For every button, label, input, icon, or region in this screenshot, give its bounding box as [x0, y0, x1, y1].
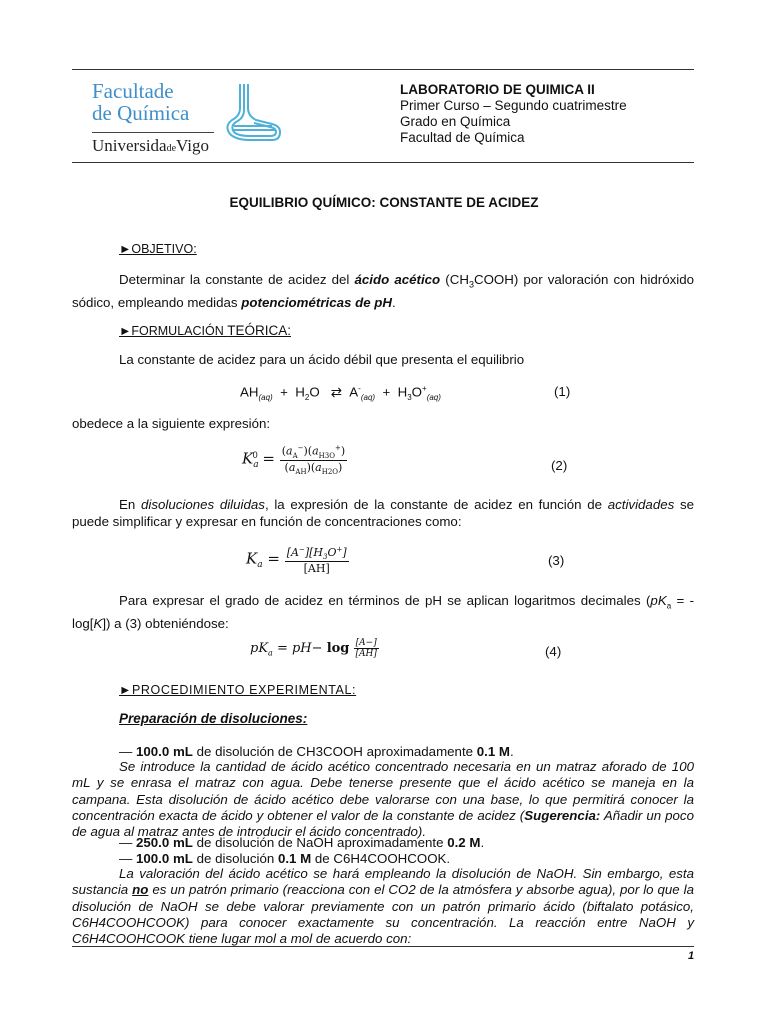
- procedure-item-3-note: [72, 866, 694, 947]
- text-span: En: [119, 497, 141, 512]
- text-span: es un patrón primario (reacciona con el CO2 de la atmósfera y absorbe agua), por lo que la disolución de NaOH se debe valorar previamente con un patrón primario ácido (biftalato potásico, C6H4COOHCOOK) para conocer exactamente su concentración. La reacción entre NaOH y C6H4COOHCOOK tiene lugar mol a mol de acuerdo con:: [72, 882, 694, 947]
- text-span: Determinar la constante de acidez del: [119, 272, 355, 287]
- italic-span: pK: [650, 593, 667, 608]
- text-span: La valoración del ácido acético se hará empleando la disolución de NaOH. Sin embargo, esta sustancia: [72, 866, 694, 898]
- text-span: .: [480, 835, 485, 850]
- equation-1-number: (1): [554, 384, 571, 399]
- faculty-logo: [92, 80, 272, 170]
- equation-3-number: (3): [548, 553, 565, 568]
- objetivo-paragraph: [72, 271, 694, 311]
- text-span: Añadir un poco de agua al matraz antes de introducir el ácido concentrado).: [72, 807, 694, 840]
- text-span: (CH: [440, 272, 469, 287]
- heading-part: TEÓRICA:: [227, 323, 291, 338]
- italic-span: disoluciones diluidas: [140, 497, 265, 512]
- bold-span: 250.0 mL: [136, 835, 193, 850]
- equation-2-number: (2): [551, 458, 568, 473]
- text-span: .: [510, 744, 514, 759]
- text-span: COOH) por valoración con hidróxido sódico, empleando medidas: [72, 272, 695, 310]
- lab-title: LABORATORIO DE QUIMICA II: [400, 82, 595, 97]
- bold-span: Sugerencia:: [524, 807, 601, 823]
- procedure-item-3: [72, 850, 694, 867]
- procedure-item-2: [72, 834, 694, 851]
- logo-univ-b: Vigo: [176, 136, 210, 155]
- faculty-line: Facultad de Química: [400, 130, 525, 145]
- teoria-intro: La constante de acidez para un ácido débil que presenta el equilibrio: [119, 352, 525, 367]
- italic-span: actividades: [607, 497, 675, 512]
- teoria-paragraph-3: [72, 592, 694, 632]
- header-bottom-rule: [72, 162, 694, 163]
- heading-part: ►FORMULACIÓN: [119, 324, 228, 338]
- text-span: ]) a (3) obteniéndose:: [102, 615, 229, 631]
- equation-4-number: (4): [545, 644, 562, 659]
- course-line: Primer Curso – Segundo cuatrimestre: [400, 98, 627, 113]
- text-span: , la expresión de la constante de acidez en función de: [264, 497, 608, 512]
- text-span: de C6H4COOHCOOK.: [311, 851, 451, 866]
- text-span: de disolución de CH3COOH aproximadamente: [192, 744, 477, 759]
- logo-university: [92, 132, 214, 156]
- bold-italic-span: potenciométricas de pH: [241, 294, 393, 310]
- subscript: a: [666, 601, 672, 611]
- logo-univ-a: Universida: [92, 136, 167, 155]
- subscript: 3: [468, 279, 474, 290]
- footer-rule: [72, 946, 694, 947]
- header-info: [400, 82, 627, 146]
- bold-span: 0.1 M: [476, 744, 510, 759]
- procedure-item-1: [72, 743, 694, 760]
- text-span: Para expresar el grado de acidez en términos de pH se aplican logaritmos decimales (: [119, 593, 651, 608]
- equation-3: $K_a$ = $\frac{[A^-][H_3O^+]}{[AH]}$: [246, 545, 347, 575]
- text-span: Se introduce la cantidad de ácido acético concentrado necesaria en un matraz aforado de 100 mL y se enrasa el matraz con agua. Debe tenerse presente que el ácido acético se maneja en la campana. Esta disolución de ácido acético debe valorarse con una base, lo que permitirá conocer la concentración exacta de ácido y obtener el valor de la constante de acidez (: [72, 759, 694, 823]
- flask-coil-icon: [220, 82, 282, 144]
- teoria-paragraph-2: [72, 496, 694, 530]
- logo-text: [92, 80, 189, 124]
- text-span: = -log[: [72, 593, 694, 631]
- logo-line-1: Facultade: [92, 79, 174, 103]
- text-span: de disolución: [192, 851, 278, 866]
- bold-span: 100.0 mL: [136, 744, 193, 759]
- text-span: —: [119, 851, 136, 866]
- text-span: .: [392, 294, 396, 310]
- page-number: 1: [688, 950, 695, 962]
- header-top-rule: [72, 69, 694, 70]
- procedure-item-1-note: [72, 759, 694, 840]
- italic-span: K: [93, 615, 103, 631]
- degree-line: Grado en Química: [400, 114, 511, 129]
- text-span: de disolución de NaOH aproximadamente: [192, 835, 448, 850]
- bold-underline-span: no: [132, 882, 149, 898]
- logo-line-2: de Química: [92, 101, 190, 125]
- subheading-preparacion: Preparación de disoluciones:: [119, 711, 308, 726]
- text-span: —: [119, 835, 136, 850]
- equation-1: $AH_{(aq)} + H_2O$ ⇄ $A^-_{(aq)} + H_3O^+_{(aq)}$: [240, 384, 441, 403]
- bold-span: 0.1 M: [277, 851, 312, 866]
- text-span: —: [119, 744, 136, 759]
- section-heading-objetivo: ►OBJETIVO:: [119, 242, 197, 256]
- obedece-line: obedece a la siguiente expresión:: [72, 416, 271, 431]
- equation-4: $pK_a = pH- \log$ $\frac{[A-]}{[AH]}$: [250, 638, 377, 659]
- logo-univ-de: de: [166, 143, 177, 154]
- text-span: se puede simplificar y expresar en función de concentraciones como:: [72, 497, 695, 529]
- bold-italic-span: ácido acético: [354, 272, 441, 287]
- document-title: EQUILIBRIO QUÍMICO: CONSTANTE DE ACIDEZ: [229, 195, 539, 210]
- bold-span: 0.2 M: [447, 835, 481, 850]
- equation-2: $K_a^0$ = $\frac{(a_A^-)(a_{H3O}^+)}{(a_{AH})(a_{H2O})}$: [242, 444, 346, 477]
- bold-span: 100.0 mL: [136, 851, 193, 866]
- section-heading-procedimiento: ►PROCEDIMIENTO EXPERIMENTAL:: [119, 683, 357, 697]
- section-heading-teoria: [119, 323, 291, 338]
